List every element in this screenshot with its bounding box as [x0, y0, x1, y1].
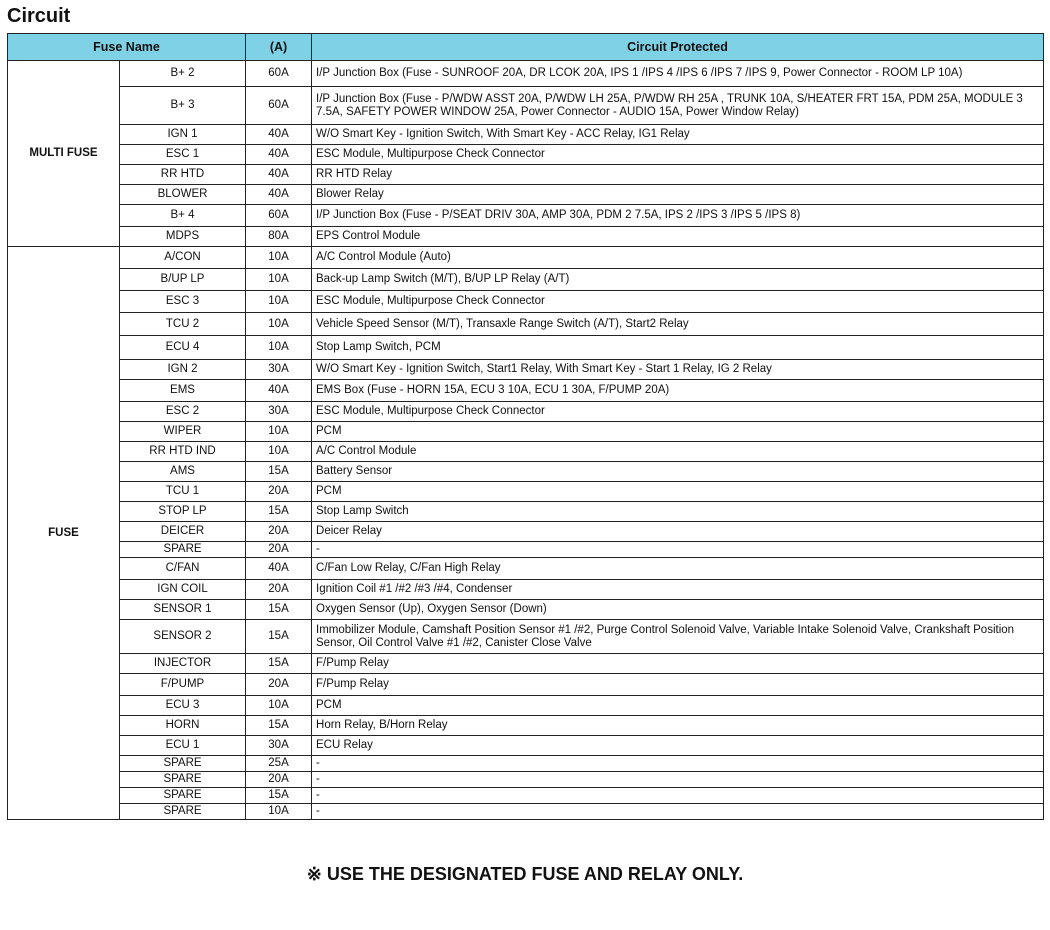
table-row — [8, 145, 1044, 165]
fuse-name-cell: TCU 2 — [120, 313, 246, 336]
amp-cell: 80A — [246, 227, 312, 247]
circuit-cell: Battery Sensor — [312, 462, 1044, 482]
circuit-cell: ESC Module, Multipurpose Check Connector — [312, 145, 1044, 165]
circuit-cell: PCM — [312, 422, 1044, 442]
table-row — [8, 696, 1044, 716]
fuse-name-cell: TCU 1 — [120, 482, 246, 502]
circuit-cell: Stop Lamp Switch, PCM — [312, 336, 1044, 360]
fuse-name-cell: ECU 4 — [120, 336, 246, 360]
circuit-cell: Back-up Lamp Switch (M/T), B/UP LP Relay (A/T) — [312, 269, 1044, 291]
table-row — [8, 788, 1044, 804]
amp-cell: 60A — [246, 205, 312, 227]
fuse-name-cell: BLOWER — [120, 185, 246, 205]
amp-cell: 20A — [246, 580, 312, 600]
fuse-name-cell: ESC 1 — [120, 145, 246, 165]
circuit-cell: Ignition Coil #1 /#2 /#3 /#4, Condenser — [312, 580, 1044, 600]
table-row — [8, 291, 1044, 313]
fuse-name-cell: SPARE — [120, 772, 246, 788]
amp-cell: 10A — [246, 269, 312, 291]
circuit-cell: Oxygen Sensor (Up), Oxygen Sensor (Down) — [312, 600, 1044, 620]
amp-cell: 25A — [246, 756, 312, 772]
amp-cell: 15A — [246, 462, 312, 482]
circuit-cell: - — [312, 772, 1044, 788]
amp-cell: 20A — [246, 522, 312, 542]
table-row — [8, 61, 1044, 87]
fuse-name-cell: SPARE — [120, 804, 246, 820]
table-row — [8, 522, 1044, 542]
table-row — [8, 502, 1044, 522]
circuit-cell: ECU Relay — [312, 736, 1044, 756]
table-row — [8, 580, 1044, 600]
table-row — [8, 558, 1044, 580]
table-row — [8, 227, 1044, 247]
fuse-name-cell: HORN — [120, 716, 246, 736]
table-row — [8, 716, 1044, 736]
header-row — [8, 34, 1044, 61]
circuit-cell: - — [312, 756, 1044, 772]
table-row — [8, 269, 1044, 291]
fuse-name-cell: IGN 2 — [120, 360, 246, 380]
fuse-name-cell: SENSOR 2 — [120, 620, 246, 654]
fuse-name-cell: A/CON — [120, 247, 246, 269]
amp-cell: 10A — [246, 804, 312, 820]
amp-cell: 15A — [246, 788, 312, 804]
circuit-cell: C/Fan Low Relay, C/Fan High Relay — [312, 558, 1044, 580]
amp-cell: 15A — [246, 716, 312, 736]
table-row — [8, 772, 1044, 788]
amp-cell: 60A — [246, 87, 312, 125]
circuit-cell: F/Pump Relay — [312, 674, 1044, 696]
table-row — [8, 125, 1044, 145]
amp-cell: 40A — [246, 125, 312, 145]
fuse-table-body — [8, 61, 1044, 820]
circuit-cell: ESC Module, Multipurpose Check Connector — [312, 402, 1044, 422]
fuse-name-cell: ESC 2 — [120, 402, 246, 422]
amp-cell: 10A — [246, 336, 312, 360]
table-row — [8, 620, 1044, 654]
fuse-name-cell: MDPS — [120, 227, 246, 247]
circuit-cell: EMS Box (Fuse - HORN 15A, ECU 3 10A, ECU 1 30A, F/PUMP 20A) — [312, 380, 1044, 402]
amp-cell: 60A — [246, 61, 312, 87]
table-row — [8, 462, 1044, 482]
header-amp: (A) — [246, 34, 312, 61]
fuse-name-cell: AMS — [120, 462, 246, 482]
amp-cell: 40A — [246, 185, 312, 205]
fuse-name-cell: B/UP LP — [120, 269, 246, 291]
circuit-cell: W/O Smart Key - Ignition Switch, Start1 Relay, With Smart Key - Start 1 Relay, IG 2 Relay — [312, 360, 1044, 380]
circuit-cell: EPS Control Module — [312, 227, 1044, 247]
amp-cell: 40A — [246, 558, 312, 580]
fuse-name-cell: RR HTD IND — [120, 442, 246, 462]
fuse-name-cell: INJECTOR — [120, 654, 246, 674]
circuit-cell: RR HTD Relay — [312, 165, 1044, 185]
amp-cell: 10A — [246, 696, 312, 716]
fuse-name-cell: IGN COIL — [120, 580, 246, 600]
circuit-cell: - — [312, 788, 1044, 804]
amp-cell: 40A — [246, 145, 312, 165]
fuse-name-cell: IGN 1 — [120, 125, 246, 145]
fuse-name-cell: B+ 4 — [120, 205, 246, 227]
amp-cell: 40A — [246, 380, 312, 402]
table-row — [8, 422, 1044, 442]
fuse-name-cell: F/PUMP — [120, 674, 246, 696]
amp-cell: 15A — [246, 654, 312, 674]
table-row — [8, 205, 1044, 227]
amp-cell: 30A — [246, 360, 312, 380]
amp-cell: 15A — [246, 620, 312, 654]
amp-cell: 10A — [246, 442, 312, 462]
table-row — [8, 542, 1044, 558]
fuse-name-cell: B+ 2 — [120, 61, 246, 87]
amp-cell: 10A — [246, 247, 312, 269]
amp-cell: 30A — [246, 736, 312, 756]
amp-cell: 20A — [246, 542, 312, 558]
amp-cell: 10A — [246, 422, 312, 442]
table-row — [8, 674, 1044, 696]
amp-cell: 40A — [246, 165, 312, 185]
table-row — [8, 185, 1044, 205]
group-label: FUSE — [8, 247, 120, 820]
page-title: Circuit — [7, 5, 71, 27]
fuse-name-cell: EMS — [120, 380, 246, 402]
table-row — [8, 360, 1044, 380]
group-label: MULTI FUSE — [8, 61, 120, 247]
circuit-cell: Deicer Relay — [312, 522, 1044, 542]
table-row — [8, 482, 1044, 502]
circuit-cell: Stop Lamp Switch — [312, 502, 1044, 522]
circuit-cell: I/P Junction Box (Fuse - P/SEAT DRIV 30A, AMP 30A, PDM 2 7.5A, IPS 2 /IPS 3 /IPS 5 /IPS 8) — [312, 205, 1044, 227]
fuse-name-cell: RR HTD — [120, 165, 246, 185]
amp-cell: 30A — [246, 402, 312, 422]
circuit-cell: I/P Junction Box (Fuse - SUNROOF 20A, DR LCOK 20A, IPS 1 /IPS 4 /IPS 6 /IPS 7 /IPS 9, Power Connector - ROOM LP 10A) — [312, 61, 1044, 87]
table-row — [8, 600, 1044, 620]
fuse-name-cell: SENSOR 1 — [120, 600, 246, 620]
circuit-cell: A/C Control Module — [312, 442, 1044, 462]
amp-cell: 20A — [246, 674, 312, 696]
fuse-name-cell: ESC 3 — [120, 291, 246, 313]
amp-cell: 20A — [246, 772, 312, 788]
table-row — [8, 247, 1044, 269]
amp-cell: 10A — [246, 313, 312, 336]
circuit-cell: PCM — [312, 696, 1044, 716]
table-row — [8, 756, 1044, 772]
fuse-name-cell: ECU 3 — [120, 696, 246, 716]
table-row — [8, 165, 1044, 185]
fuse-name-cell: STOP LP — [120, 502, 246, 522]
circuit-cell: Horn Relay, B/Horn Relay — [312, 716, 1044, 736]
table-row — [8, 442, 1044, 462]
fuse-table — [7, 33, 1044, 820]
amp-cell: 15A — [246, 600, 312, 620]
table-row — [8, 380, 1044, 402]
table-row — [8, 804, 1044, 820]
circuit-cell: ESC Module, Multipurpose Check Connector — [312, 291, 1044, 313]
amp-cell: 20A — [246, 482, 312, 502]
circuit-cell: - — [312, 804, 1044, 820]
circuit-cell: - — [312, 542, 1044, 558]
table-row — [8, 87, 1044, 125]
circuit-cell: A/C Control Module (Auto) — [312, 247, 1044, 269]
table-row — [8, 736, 1044, 756]
table-row — [8, 313, 1044, 336]
fuse-name-cell: WIPER — [120, 422, 246, 442]
circuit-cell: Vehicle Speed Sensor (M/T), Transaxle Range Switch (A/T), Start2 Relay — [312, 313, 1044, 336]
header-circuit: Circuit Protected — [312, 34, 1044, 61]
footer-note: ※ USE THE DESIGNATED FUSE AND RELAY ONLY. — [306, 864, 744, 884]
fuse-name-cell: SPARE — [120, 788, 246, 804]
table-row — [8, 336, 1044, 360]
amp-cell: 15A — [246, 502, 312, 522]
fuse-name-cell: C/FAN — [120, 558, 246, 580]
fuse-name-cell: ECU 1 — [120, 736, 246, 756]
circuit-cell: PCM — [312, 482, 1044, 502]
fuse-name-cell: DEICER — [120, 522, 246, 542]
circuit-cell: Immobilizer Module, Camshaft Position Sensor #1 /#2, Purge Control Solenoid Valve, Variable Intake Solenoid Valve, Crankshaft Position Sensor, Oil Control Valve #1 /#2, Canister Close Valve — [312, 620, 1044, 654]
table-row — [8, 402, 1044, 422]
header-fuse-name: Fuse Name — [8, 34, 246, 61]
circuit-cell: I/P Junction Box (Fuse - P/WDW ASST 20A, P/WDW LH 25A, P/WDW RH 25A , TRUNK 10A, S/HEATER FRT 15A, PDM 25A, MODULE 3 7.5A, SAFETY POWER WINDOW 25A, Power Connector - AUDIO 15A, Power Window Relay) — [312, 87, 1044, 125]
circuit-cell: W/O Smart Key - Ignition Switch, With Smart Key - ACC Relay, IG1 Relay — [312, 125, 1044, 145]
fuse-name-cell: SPARE — [120, 542, 246, 558]
circuit-cell: Blower Relay — [312, 185, 1044, 205]
fuse-name-cell: SPARE — [120, 756, 246, 772]
fuse-name-cell: B+ 3 — [120, 87, 246, 125]
circuit-cell: F/Pump Relay — [312, 654, 1044, 674]
amp-cell: 10A — [246, 291, 312, 313]
table-row — [8, 654, 1044, 674]
